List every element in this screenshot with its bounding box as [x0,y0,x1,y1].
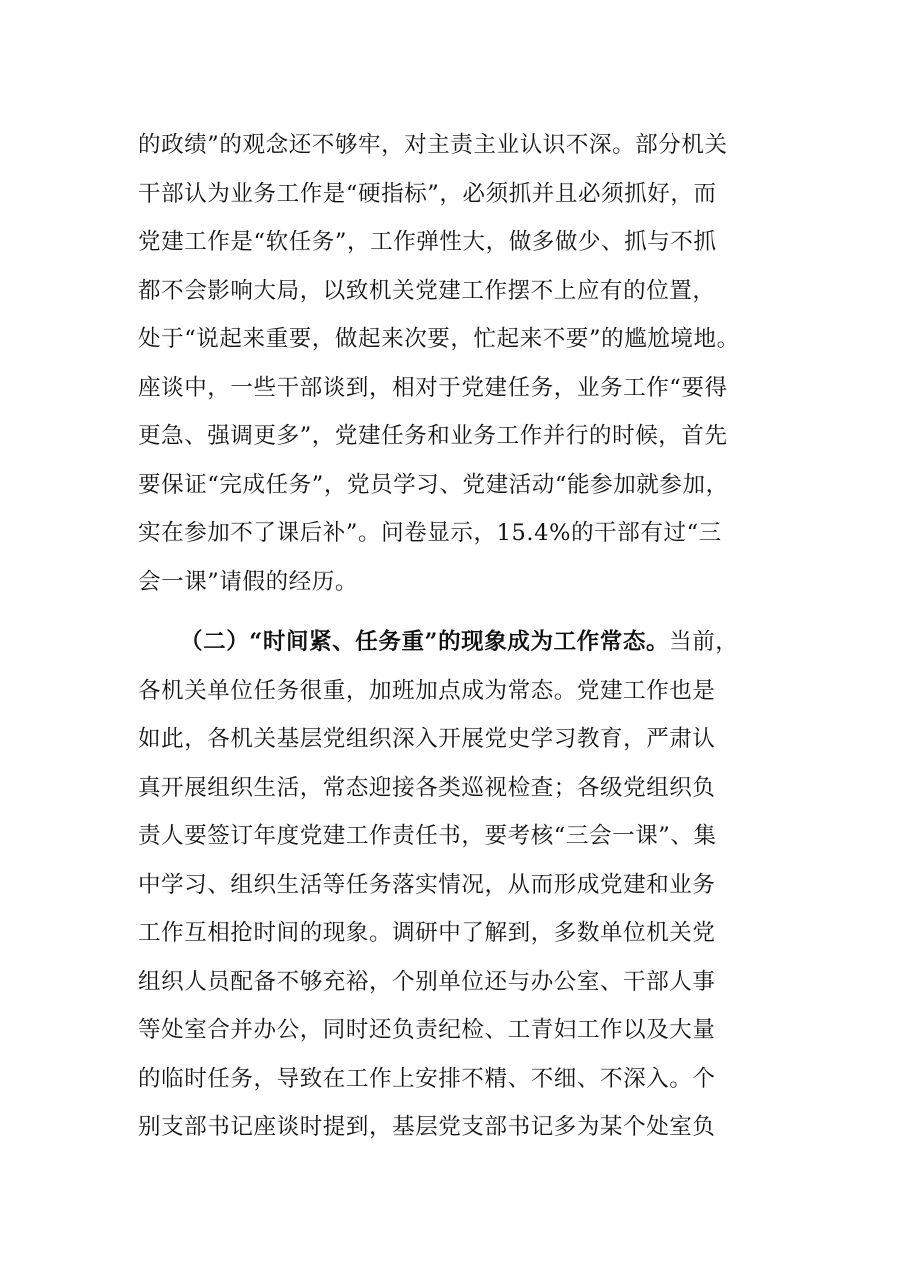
text-line: 要保证“完成任务”，党员学习、党建活动“能参加就参加， [138,471,729,498]
text-line: 实在参加不了课后补”。问卷显示，15.4%的干部有过“三 [138,520,722,546]
text-line: 党建工作是“软任务”，工作弹性大，做多做少、抓与不抓 [138,229,717,255]
text-line: 都不会影响大局，以致机关党建工作摆不上应有的位置， [138,277,716,304]
section-heading: （二）“时间紧、任务重”的现象成为工作常态。 [180,629,670,655]
text-line: 的政绩”的观念还不够牢，对主责主业认识不深。部分机关 [138,132,728,158]
document-body [138,126,798,1157]
text-line: 处于“说起来重要，做起来次要，忙起来不要”的尴尬境地。 [138,326,740,352]
text-line: 各机关单位任务很重，加班加点成为常态。党建工作也是 [138,677,716,704]
text-line: 如此，各机关基层党组织深入开展党史学习教育，严肃认 [138,726,716,752]
paragraph-1 [138,126,798,611]
text-line: 等处室合并办公，同时还负责纪检、工青妇工作以及大量 [138,1017,716,1043]
paragraph-2 [138,623,798,1157]
text-line: 更急、强调更多”，党建任务和业务工作并行的时候，首先 [138,423,728,449]
text-line: 责人要签订年度党建工作责任书，要考核“三会一课”、集 [138,823,717,849]
text-line: 干部认为业务工作是“硬指标”，必须抓并且必须抓好，而 [138,180,717,207]
text-line: 工作互相抢时间的现象。调研中了解到，多数单位机关党 [138,920,716,946]
text-line: 组织人员配备不够充裕，个别单位还与办公室、干部人事 [138,968,716,995]
text-line: 会一课”请假的经历。 [138,568,359,595]
text-line: 的临时任务，导致在工作上安排不精、不细、不深入。个 [138,1065,716,1092]
text-line: 别支部书记座谈时提到，基层党支部书记多为某个处室负 [138,1114,716,1140]
text-line: 真开展组织生活，常态迎接各类巡视检查；各级党组织负 [138,774,716,801]
text-line: 座谈中，一些干部谈到，相对于党建任务，业务工作“要得 [138,374,728,401]
heading-line-rest: 当前， [669,629,739,655]
section-heading-line [138,623,798,672]
text-line: 中学习、组织生活等任务落实情况，从而形成党建和业务 [138,871,716,898]
